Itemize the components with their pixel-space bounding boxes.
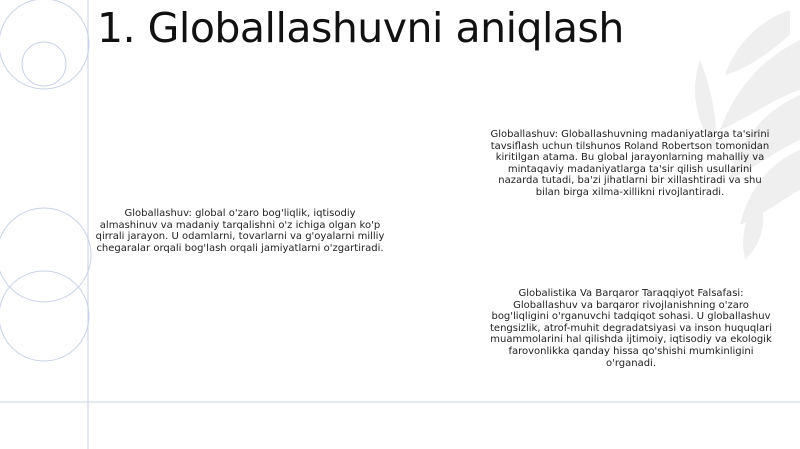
paragraph-globalistics-philosophy: Globalistika Va Barqaror Taraqqiyot Falsafasi: Globallashuv va barqaror rivojlanishning o'zaro bog'liqligini o'rganuvchi tadqiqot sohasi. U globallashuv tengsizlik, atrof-muhit degradatsiyasi va inson huquqlari muammolarini hal qilishda ijtimoiy, iqtisodiy va ekologik farovonlikka qanday hissa qo'shishi mumkinligini o'rganadi. bbox=[490, 288, 773, 369]
deco-circle-mid bbox=[0, 208, 91, 302]
paragraph-glocalization: Globallashuv: Globallashuvning madaniyatlarga ta'sirini tavsiflash uchun tilshunos Roland Robertson tomonidan kiritilgan atama. Bu global jarayonlarning mahalliy va mintaqaviy madaniyatlarga ta'sir qilish usullarini nazarda tutadi, ba'zi jihatlarni bir xillashtiradi va shu bilan birga xilma-xillikni rivojlantiradi. bbox=[490, 129, 770, 198]
deco-circle-low bbox=[0, 271, 89, 361]
paragraph-globalization-definition: Globallashuv: global o'zaro bog'liqlik, iqtisodiy almashinuv va madaniy tarqalishni o'z ichiga olgan ko'p qirrali jarayon. U odamlarni, tovarlarni va g'oyalarni milliy chegaralar orqali bog'lash orqali jamiyatlarni o'zgartiradi. bbox=[95, 208, 385, 254]
deco-circle-small bbox=[22, 42, 66, 86]
deco-circle-large bbox=[0, 0, 89, 89]
slide-title: 1. Globallashuvni aniqlash bbox=[97, 4, 624, 52]
